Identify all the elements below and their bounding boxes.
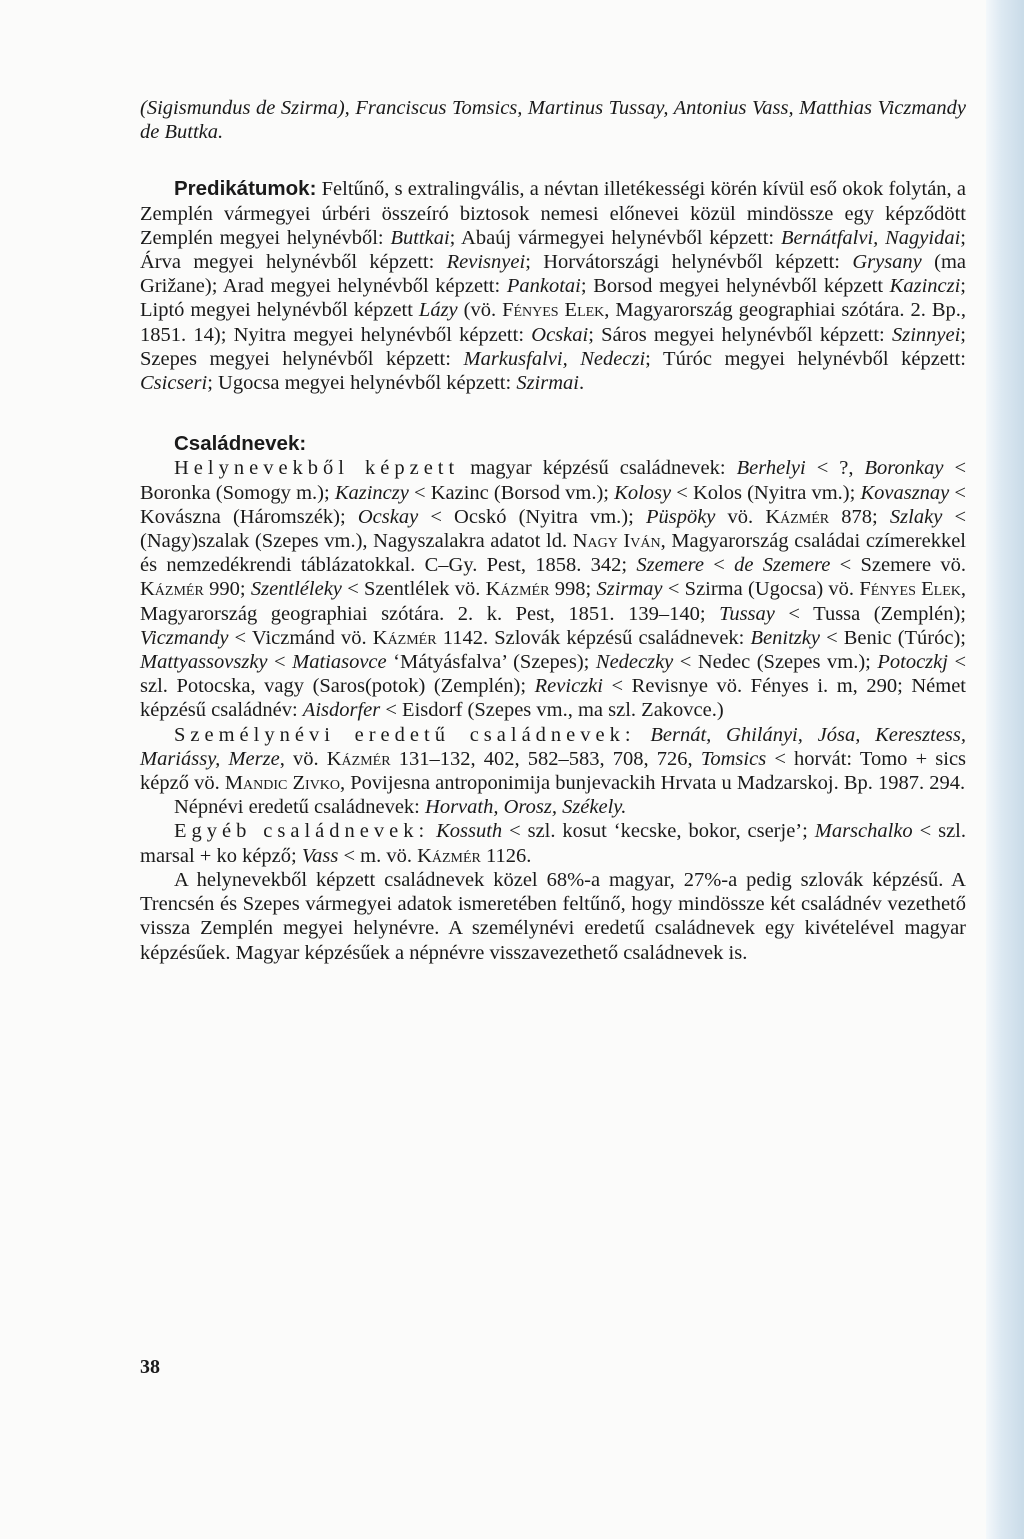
- text-run: 998;: [549, 578, 597, 601]
- page-body: [140, 96, 966, 965]
- text-run: < szl. Potocska, vagy (Saros(potok) (Zemplén);: [140, 651, 967, 698]
- term-puspoky: Püspöky: [645, 505, 716, 528]
- term-mattyassovszky: Mattyassovszky: [140, 651, 268, 674]
- term-szinnyei: Szinnyei: [891, 323, 961, 346]
- spaced-egyeb: Egyéb családnevek:: [174, 820, 430, 843]
- term-kazinczi: Kazinczi: [889, 275, 961, 298]
- text-run: < Viczmánd vö.: [228, 626, 373, 649]
- text-run: < Kazinc (Borsod vm.);: [408, 481, 615, 504]
- text-run: ; Szepes megyei helynévből képzett:: [140, 323, 966, 370]
- text-run: , vö.: [279, 747, 327, 770]
- text-run: Népnévi eredetű családnevek:: [174, 796, 426, 819]
- page-number: 38: [140, 1356, 160, 1378]
- term-vass: Vass: [301, 844, 339, 867]
- term-de-szemere: de Szemere: [734, 554, 831, 577]
- text-run: vö.: [715, 505, 766, 528]
- term-bernatfalvi: Bernátfalvi, Nagyidai: [780, 226, 961, 249]
- term-horvath-list: Horvath, Orosz, Székely.: [425, 796, 627, 819]
- term-buttkai: Buttkai: [390, 226, 450, 249]
- text-run: ‘Mátyásfalva’ (Szepes);: [386, 651, 596, 674]
- text-run: < szl. marsal + ko képző;: [140, 820, 967, 867]
- term-grysany: Grysany: [852, 251, 922, 274]
- egyeb-paragraph: [140, 819, 966, 867]
- text-run: < Nedec (Szepes vm.);: [673, 651, 878, 674]
- text-run: < Szentlélek vö.: [341, 578, 486, 601]
- author-fenyes: Fényes Elek: [502, 299, 605, 322]
- text-run: 1126.: [480, 844, 532, 867]
- term-pankotai: Pankotai: [506, 275, 581, 298]
- text-run: ; Abaúj vármegyei helynévből képzett:: [449, 226, 781, 249]
- predikatumok-heading: Predikátumok:: [174, 177, 317, 201]
- text-run: < Kovászna (Háromszék);: [140, 481, 966, 528]
- term-marschalko: Marschalko: [814, 820, 913, 843]
- term-kossuth: Kossuth: [436, 820, 503, 843]
- term-reviczki: Reviczki: [534, 675, 603, 698]
- text-run: (ma Grižane); Arad megyei helynévből képzett:: [140, 251, 967, 298]
- text-run: 990;: [203, 578, 251, 601]
- nepnevi-paragraph: [140, 795, 966, 819]
- term-kazinczy: Kazinczy: [334, 481, 409, 504]
- term-szemere: Szemere: [636, 554, 704, 577]
- term-matiasovce: Matiasovce: [292, 651, 387, 674]
- author-fenyes: Fényes Elek: [859, 578, 961, 601]
- text-run: < ?,: [805, 457, 865, 480]
- text-run: ; Túróc megyei helynévből képzett:: [645, 347, 966, 370]
- term-revisnyei: Revisnyei: [446, 251, 526, 274]
- author-nagy: Nagy Iván: [572, 530, 661, 553]
- csaladnevek-heading: Családnevek:: [174, 432, 307, 456]
- page-edge-shadow: [986, 0, 1024, 1539]
- author-mandic: Mandic Zivko: [224, 772, 341, 795]
- text-run: < m. vö.: [338, 844, 418, 867]
- term-kovasznay: Kovasznay: [860, 481, 950, 504]
- term-ocskai: Ocskai: [531, 323, 589, 346]
- term-szlaky: Szlaky: [889, 505, 943, 528]
- text-run: ; Ugocsa megyei helynévből képzett:: [207, 372, 517, 395]
- term-lazy: Lázy: [418, 299, 458, 322]
- term-benitzky: Benitzky: [750, 626, 820, 649]
- text-run: ; Horvátországi helynévből képzett:: [525, 251, 853, 274]
- term-boronkay: Boronkay: [864, 457, 944, 480]
- spaced-szemelynevi: Személynévi eredetű családnevek:: [174, 723, 636, 746]
- text-run: , Povijesna antroponimija bunjevackih Hrvata u Madzarskoj. Bp. 1987. 294.: [340, 772, 966, 795]
- text-run: < Szemere vö.: [830, 554, 966, 577]
- term-szirmay: Szirmay: [596, 578, 663, 601]
- predikatumok-paragraph: [140, 177, 966, 395]
- szemelynevi-paragraph: [140, 723, 966, 796]
- helynevekbol-paragraph: [140, 456, 966, 722]
- text-run: < Tussa (Zemplén);: [774, 602, 966, 625]
- text-run: < Eisdorf (Szepes vm., ma szl. Zakovce.): [380, 699, 724, 722]
- text-run: < Revisnye vö. Fényes i. m, 290; Német képzésű családnév:: [140, 675, 966, 722]
- text-run: ; Sáros megyei helynévből képzett:: [588, 323, 892, 346]
- author-kazmer: Kázmér: [485, 578, 550, 601]
- text-run: < Benic (Túróc);: [819, 626, 966, 649]
- term-kolosy: Kolosy: [614, 481, 672, 504]
- term-potoczkj: Potoczkj: [877, 651, 948, 674]
- term-ocskay: Ocskay: [357, 505, 419, 528]
- term-nedeczky: Nedeczky: [595, 651, 674, 674]
- text-run: ; Liptó megyei helynévből képzett: [140, 275, 966, 322]
- text-run: <: [267, 651, 293, 674]
- text-run: ; Árva megyei helynévből képzett:: [140, 226, 966, 274]
- text-run: 1142. Szlovák képzésű családnevek:: [436, 626, 751, 649]
- term-csicseri: Csicseri: [140, 372, 208, 395]
- author-kazmer: Kázmér: [326, 747, 391, 770]
- text-run: , Magyarország geographiai szótára. 2. k. Pest, 1851. 139–140;: [140, 578, 967, 625]
- text-run: Feltűnő, s extralingvális, a névtan illetékességi körén kívül eső okok folytán, a Zemplén vármegyei úrbéri összeíró biztosok nemesi előnevei közül mindössze egy képződött Zemplén megyei helynévből:: [140, 178, 966, 249]
- text-run: < Boronka (Somogy m.);: [140, 457, 967, 504]
- author-kazmer: Kázmér: [417, 844, 481, 867]
- text-run: 878;: [829, 505, 890, 528]
- text-run: < Szirma (Ugocsa) vö.: [662, 578, 860, 601]
- term-szentleleky: Szentléleky: [250, 578, 342, 601]
- term-berhelyi: Berhelyi: [736, 457, 806, 480]
- text-run: < Ocskó (Nyitra vm.);: [418, 505, 646, 528]
- term-aisdorfer: Aisdorfer: [302, 699, 381, 722]
- term-tussay: Tussay: [719, 602, 775, 625]
- text-run: .: [578, 372, 585, 395]
- intro-paragraph: [140, 96, 966, 144]
- intro-names: (Sigismundus de Szirma), Franciscus Tomsics, Martinus Tussay, Antonius Vass, Matthias Viczmandy de Buttka.: [140, 97, 966, 144]
- author-kazmer: Kázmér: [140, 578, 204, 601]
- text-run: magyar képzésű családnevek:: [459, 457, 737, 480]
- text-run: < horvát: Tomo + sics képző vö.: [140, 747, 967, 795]
- text-run: <: [703, 554, 735, 577]
- term-markusfalvi: Markusfalvi, Nedeczi: [463, 347, 646, 370]
- csaladnevek-heading-line: [140, 432, 966, 456]
- author-kazmer: Kázmér: [765, 505, 830, 528]
- term-bernat-list: Bernát, Ghilányi, Jósa, Keresztess, Mariássy, Merze: [140, 723, 967, 770]
- text-run: < (Nagy)szalak (Szepes vm.), Nagyszalakra adatot ld.: [140, 505, 967, 553]
- text-run: (vö.: [457, 299, 503, 322]
- author-kazmer: Kázmér: [372, 626, 437, 649]
- text-run: ; Borsod megyei helynévből képzett: [580, 275, 890, 298]
- term-szirmai: Szirmai: [516, 372, 579, 395]
- spaced-helynevekbol: Helynevekből képzett: [174, 457, 460, 480]
- text-run: [636, 724, 651, 746]
- text-run: < Kolos (Nyitra vm.);: [671, 481, 861, 504]
- text-run: < szl. kosut ‘kecske, bokor, cserje’;: [502, 820, 815, 843]
- text-run: 131–132, 402, 582–583, 708, 726,: [390, 747, 701, 770]
- term-viczmandy: Viczmandy: [140, 626, 229, 649]
- term-tomsics: Tomsics: [700, 747, 767, 770]
- summary-paragraph: A helynevekből képzett családnevek közel 68%-a magyar, 27%-a pedig szlovák képzésű. A Trencsén és Szepes vármegyei adatok ismeretében feltűnő, hogy mindössze két családnév vezethető vissza Zemplén megyei helynévre. A személynévi eredetű családnevek egy kivételével magyar képzésűek. Magyar képzésűek a népnévre visszavezethető családnevek is.: [140, 868, 966, 964]
- text-run: , Magyarország geographiai szótára. 2. Bp., 1851. 14); Nyitra megyei helynévből képzett:: [140, 299, 967, 346]
- text-run: , Magyarország családai czímerekkel és nemzedékrendi táblázatokkal. C–Gy. Pest, 1858. 342;: [140, 530, 966, 577]
